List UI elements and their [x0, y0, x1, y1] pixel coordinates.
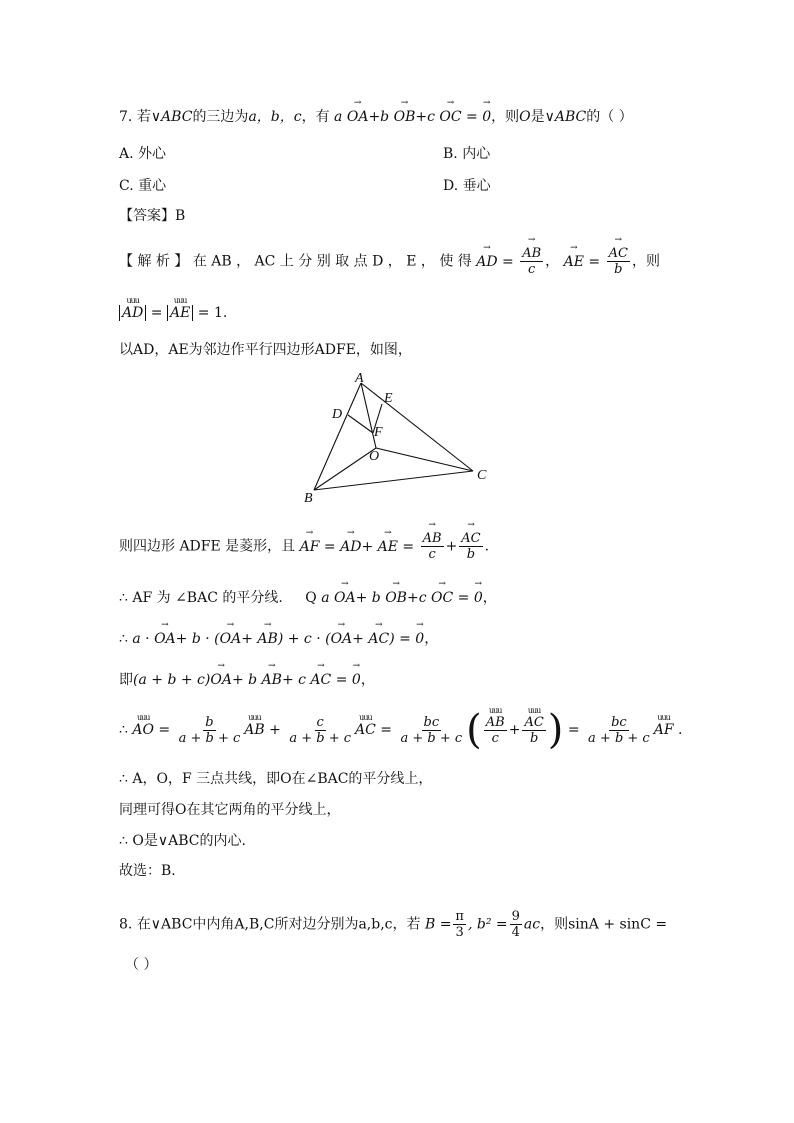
ao-step: ∴ uuu AO = $\frac{b}{a + b + c}$ uuu AB + $\frac{c}{a + b + c}$ uuu AC = $\frac{bc}{a + b + c}$ ( uuu $\frac{AB}{c}$ + uuu $\frac{AC}{b}$ ) = $\frac{bc}{a + b + c}$ uuu AF . — [119, 710, 682, 750]
collinear-step: ∴ A，O，F 三点共线，即O在∠BAC的平分线上， — [119, 771, 433, 787]
q8-stem: 8. 在∨ABC中内角A,B,C所对边分别为a,b,c，若 B = $\frac{\pi}{3}$ , b² = $\frac{9}{4}$ ac，则sinA + sinC = — [119, 909, 668, 940]
option-d: D. 垂心 — [443, 178, 491, 194]
label-a: A — [355, 371, 364, 386]
q8-blank: （ ） — [125, 957, 158, 973]
choose-step: 故选：B. — [119, 863, 176, 879]
ie-step: 即(a + b + c)→ OA+ b → AB+ c → AC = → 0， — [119, 673, 375, 687]
label-f: F — [374, 425, 383, 440]
unit-length-line: uuu AD = uuu AE = 1. — [119, 306, 227, 320]
triangle-figure — [300, 370, 500, 510]
bisector-step: ∴ AF 为 ∠BAC 的平分线. Q a → OA+ b → OB+c → OC = → 0， — [119, 591, 497, 605]
option-b: B. 内心 — [443, 146, 491, 162]
rhombus-step: 则四边形 ADFE 是菱形，且 → AF = → AD+ → AE = → $\frac{AB}{c}$ + → $\frac{AC}{b}$ . — [119, 532, 489, 561]
q7-stem: 7. 若∨ABC的三边为a，b，c，有 a → OA+b → OB+c → OC = → 0，则O是∨ABC的（ ） — [119, 110, 633, 124]
option-a: A. 外心 — [119, 146, 167, 162]
label-e: E — [384, 391, 393, 406]
sum-step: ∴ a · → OA+ b · (→ OA+ → AB) + c · (→ OA+ → AC) = → 0， — [119, 632, 438, 646]
label-o: O — [369, 449, 380, 464]
option-c: C. 重心 — [119, 178, 167, 194]
similarly-step: 同理可得O在其它两角的平分线上， — [119, 802, 341, 818]
answer-line: 【答案】B — [119, 208, 186, 224]
conclusion-step: ∴ O是∨ABC的内心. — [119, 833, 246, 849]
label-d: D — [332, 407, 343, 422]
q7-vector-equation: a → OA+b → OB+c → OC = → 0 — [334, 109, 491, 125]
parallelogram-step: 以AD，AE为邻边作平行四边形ADFE，如图， — [119, 342, 412, 358]
label-b: B — [304, 491, 313, 506]
q8-number: 8. — [119, 916, 133, 933]
label-c: C — [477, 468, 487, 483]
analysis-line-1: 【 解 析 】 在 AB ， AC 上 分 别 取 点 D ， E ， 使 得 → AD = → $\frac{AB}{c}$ ， → AE = → $\frac{AC}{b}$ ，则 — [119, 247, 660, 276]
q7-number: 7. — [119, 109, 133, 125]
